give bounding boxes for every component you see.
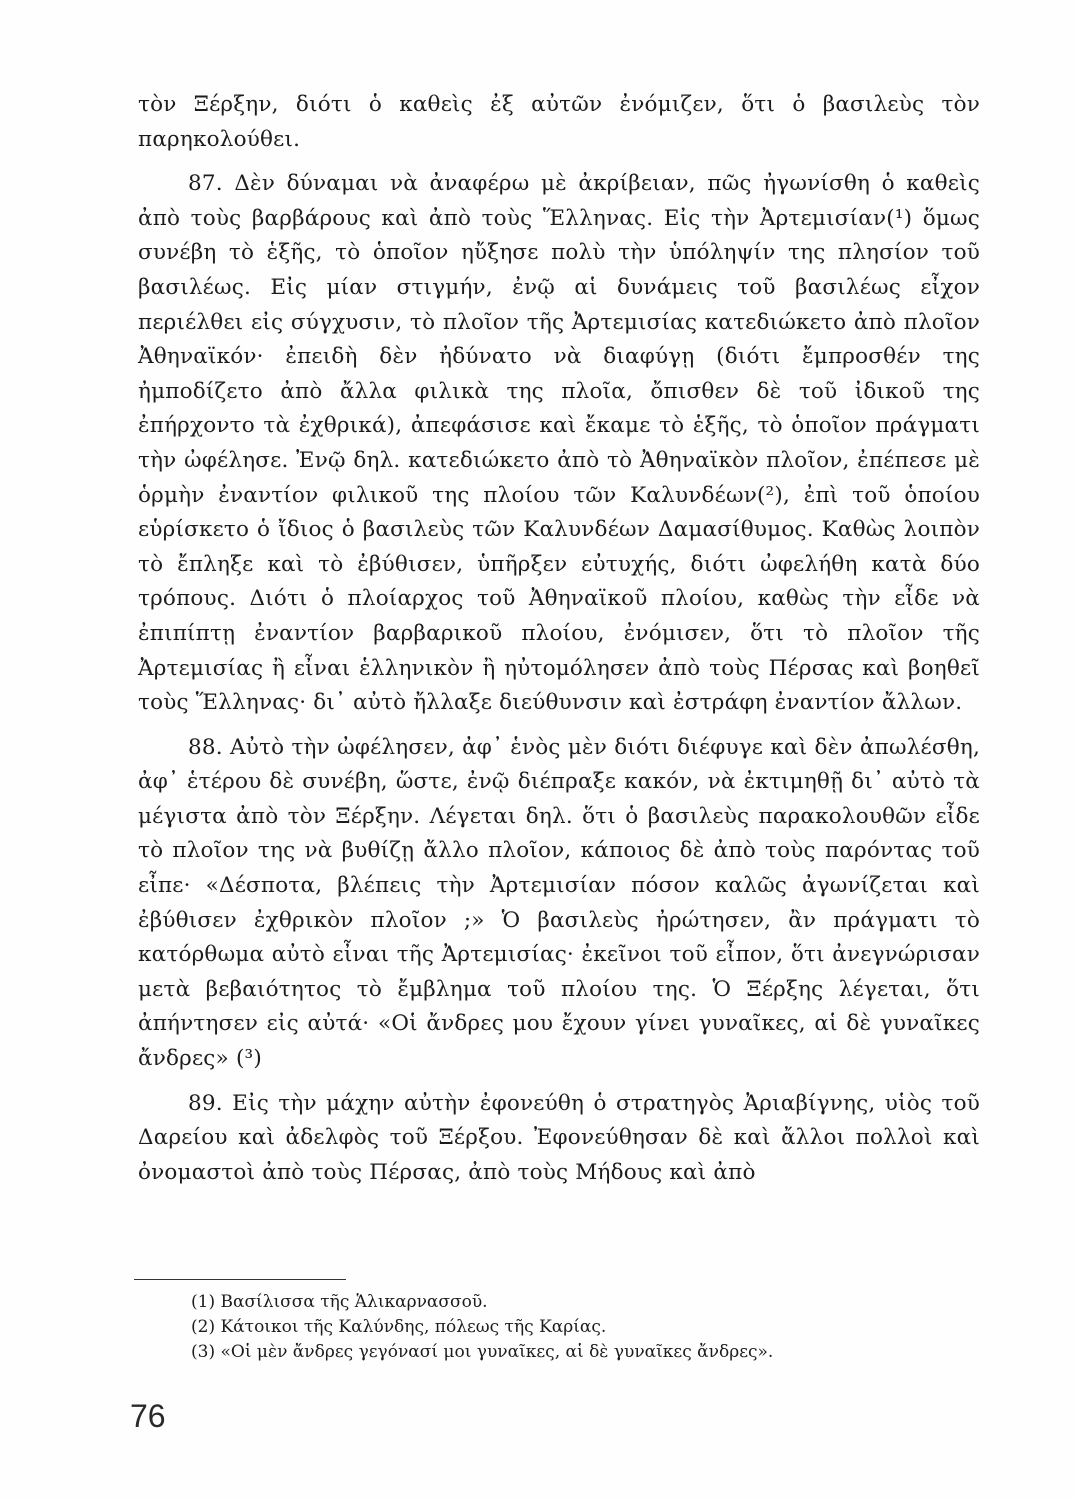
footnote-1: (1) Βασίλισσα τῆς Ἁλικαρνασσοῦ.: [191, 1292, 488, 1312]
footnote-2: (2) Κάτοικοι τῆς Καλύνδης, πόλεως τῆς Καρίας.: [191, 1317, 607, 1337]
page-number: 76: [130, 1398, 166, 1434]
paragraph-87: 87. Δὲν δύναμαι νὰ ἀναφέρω μὲ ἀκρίβειαν, πῶς ἠγωνίσθη ὁ καθεὶς ἀπὸ τοὺς βαρβάρους καὶ ἀπὸ τοὺς Ἕλληνας. Εἰς τὴν Ἀρτεμισίαν(¹) ὅμως συνέβη τὸ ἑξῆς, τὸ ὁποῖον ηὔξησε πολὺ τὴν ὑπόληψίν της πλησίον τοῦ βασιλέως. Εἰς μίαν στιγμήν, ἐνῷ αἱ δυνάμεις τοῦ βασιλέως εἶχον περιέλθει εἰς σύγχυσιν, τὸ πλοῖον τῆς Ἀρτεμισίας κατεδιώκετο ἀπὸ πλοῖον Ἀθηναϊκόν· ἐπειδὴ δὲν ἠδύνατο νὰ διαφύγῃ (διότι ἔμπροσθέν της ἠμποδίζετο ἀπὸ ἄλλα φιλικὰ της πλοῖα, ὄπισθεν δὲ τοῦ ἰδικοῦ της ἐπήρχοντο τὰ ἐχθρικά), ἀπεφάσισε καὶ ἔκαμε τὸ ἑξῆς, τὸ ὁποῖον πράγματι τὴν ὠφέλησε. Ἐνῷ δηλ. κατεδιώκετο ἀπὸ τὸ Ἀθηναϊκὸν πλοῖον, ἐπέπεσε μὲ ὁρμὴν ἐναντίον φιλικοῦ της πλοίου τῶν Καλυνδέων(²), ἐπὶ τοῦ ὁποίου εὑρίσκετο ὁ ἴδιος ὁ βασιλεὺς τῶν Καλυνδέων Δαμασίθυμος. Καθὼς λοιπὸν τὸ ἔπληξε καὶ τὸ ἐβύθισεν, ὑπῆρξεν εὐτυχής, διότι ὠφελήθη κατὰ δύο τρόπους. Διότι ὁ πλοίαρχος τοῦ Ἀθηναϊκοῦ πλοίου, καθὼς τὴν εἶδε νὰ ἐπιπίπτῃ ἐναντίον βαρβαρικοῦ πλοίου, ἐνόμισεν, ὅτι τὸ πλοῖον τῆς Ἀρτεμισίας ἢ εἶναι ἑλληνικὸν ἢ ηὐτομόλησεν ἀπὸ τοὺς Πέρσας καὶ βοηθεῖ τοὺς Ἕλληνας· δι᾽ αὐτὸ ἤλλαξε διεύθυνσιν καὶ ἐστράφη ἐναντίον ἄλλων.: [138, 171, 980, 716]
footnote-divider: [134, 1279, 346, 1280]
paragraph-88: 88. Αὐτὸ τὴν ὠφέλησεν, ἀφ᾽ ἑνὸς μὲν διότι διέφυγε καὶ δὲν ἀπωλέσθη, ἀφ᾽ ἑτέρου δὲ συνέβη, ὥστε, ἐνῷ διέπραξε κακόν, νὰ ἐκτιμηθῇ δι᾽ αὐτὸ τὰ μέγιστα ἀπὸ τὸν Ξέρξην. Λέγεται δηλ. ὅτι ὁ βασιλεὺς παρακολουθῶν εἶδε τὸ πλοῖον της νὰ βυθίζῃ ἄλλο πλοῖον, κάποιος δὲ ἀπὸ τοὺς παρόντας τοῦ εἶπε· «Δέσποτα, βλέπεις τὴν Ἀρτεμισίαν πόσον καλῶς ἀγωνίζεται καὶ ἐβύθισεν ἐχθρικὸν πλοῖον ;» Ὁ βασιλεὺς ἠρώτησεν, ἂν πράγματι τὸ κατόρθωμα αὐτὸ εἶναι τῆς Ἀρτεμισίας· ἐκεῖνοι τοῦ εἶπον, ὅτι ἀνεγνώρισαν μετὰ βεβαιότητος τὸ ἔμβλημα τοῦ πλοίου της. Ὁ Ξέρξης λέγεται, ὅτι ἀπήντησεν εἰς αὐτά· «Οἱ ἄνδρες μου ἔχουν γίνει γυναῖκες, αἱ δὲ γυναῖκες ἄνδρες» (³): [138, 734, 980, 1072]
paragraph-89: 89. Εἰς τὴν μάχην αὐτὴν ἐφονεύθη ὁ στρατηγὸς Ἀριαβίγνης, υἱὸς τοῦ Δαρείου καὶ ἀδελφὸς τοῦ Ξέρξου. Ἐφονεύθησαν δὲ καὶ ἄλλοι πολλοὶ καὶ ὀνομαστοὶ ἀπὸ τοὺς Πέρσας, ἀπὸ τοὺς Μήδους καὶ ἀπὸ: [138, 1090, 980, 1185]
footnote-3: (3) «Οἱ μὲν ἄνδρες γεγόνασί μοι γυναῖκες, αἱ δὲ γυναῖκες ἄνδρες».: [191, 1342, 774, 1362]
paragraph-continuation: τὸν Ξέρξην, διότι ὁ καθεὶς ἐξ αὐτῶν ἐνόμιζεν, ὅτι ὁ βασιλεὺς τὸν παρηκολούθει.: [138, 92, 980, 152]
body-text: [138, 88, 980, 1190]
footnotes: [191, 1290, 951, 1365]
